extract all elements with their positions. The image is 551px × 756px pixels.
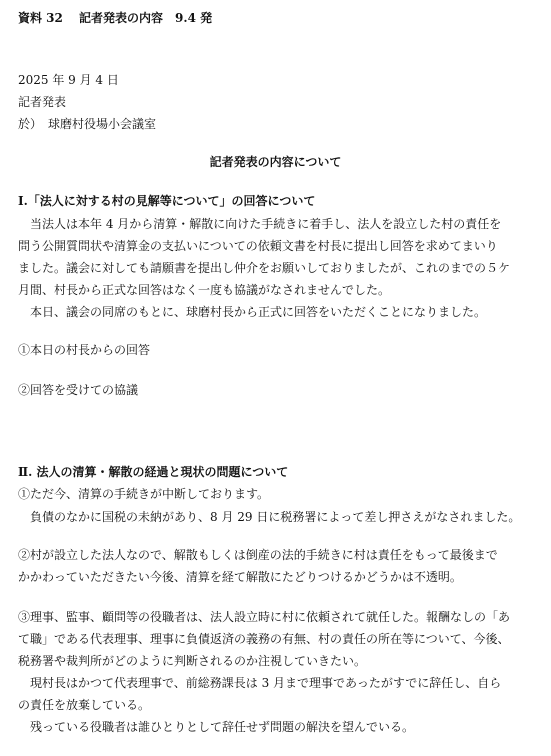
section2-para4: 残っている役職者は誰ひとりとして辞任せず問題の解決を望んでいる。 [30,720,415,734]
doc-title: 記者発表の内容について [209,155,342,169]
section1-para1-line: 当法人は本年 4 月から清算・解散に向けた手続きに着手し、法人を設立した村の責任を [30,217,502,231]
date: 2025 年 9 月 4 日 [18,73,119,87]
section2-item3-line: ③理事、監事、顧問等の役職者は、法人設立時に村に依頼されて就任した。報酬なしの「あ [18,610,511,624]
venue: 於） 球磨村役場小会議室 [18,117,157,131]
section1-item1: ①本日の村長からの回答 [18,343,151,357]
section2-heading: Ⅱ. 法人の清算・解散の経過と現状の問題について [18,465,289,479]
section2-item1: ①ただ今、清算の手続きが中断しております。 [18,487,270,501]
section1-para1-line: 問う公開質問状や清算金の支払いについての依頼文書を村長に提出し回答を求めてまいり [18,239,498,253]
document-header: 資料 32 記者発表の内容 9.4 発 [18,11,213,25]
section1-para1-line: ました。議会に対しても請願書を提出し仲介をお願いしておりましたが、これのまでの５ケ [18,261,511,275]
section1-para1-line: 月間、村長から正式な回答はなく一度も協議がなされませんでした。 [18,283,391,297]
section1-item2: ②回答を受けての協議 [18,383,139,397]
section2-item2-line: ②村が設立した法人なので、解散もしくは倒産の法的手続きに村は責任をもって最後まで [18,548,498,562]
section2-para3-line: の責任を放棄している。 [18,698,151,712]
section2-para3-line: 現村長はかつて代表理事で、前総務課長は 3 月まで理事であったがすでに辞任し、自ら [30,676,502,690]
section1-para2: 本日、議会の同席のもとに、球磨村長から正式に回答をいただくことになりました。 [30,305,487,319]
section2-item3-line: 税務署や裁判所がどのように判断されるのか注視していきたい。 [18,654,367,668]
section2-item1-detail: 負債のなかに国税の未納があり、8 月 29 日に税務署によって差し押さえがなされました。 [30,510,521,524]
section1-heading: Ⅰ.「法人に対する村の見解等について」の回答について [18,194,316,208]
section2-item3-line: て職」である代表理事、理事に負債返済の義務の有無、村の責任の所在等について、今後、 [18,632,510,646]
section2-item2-line: かかわっていただきたい今後、清算を経て解散にたどりつけるかどうかは不透明。 [18,570,462,584]
announcement-type: 記者発表 [18,95,67,109]
